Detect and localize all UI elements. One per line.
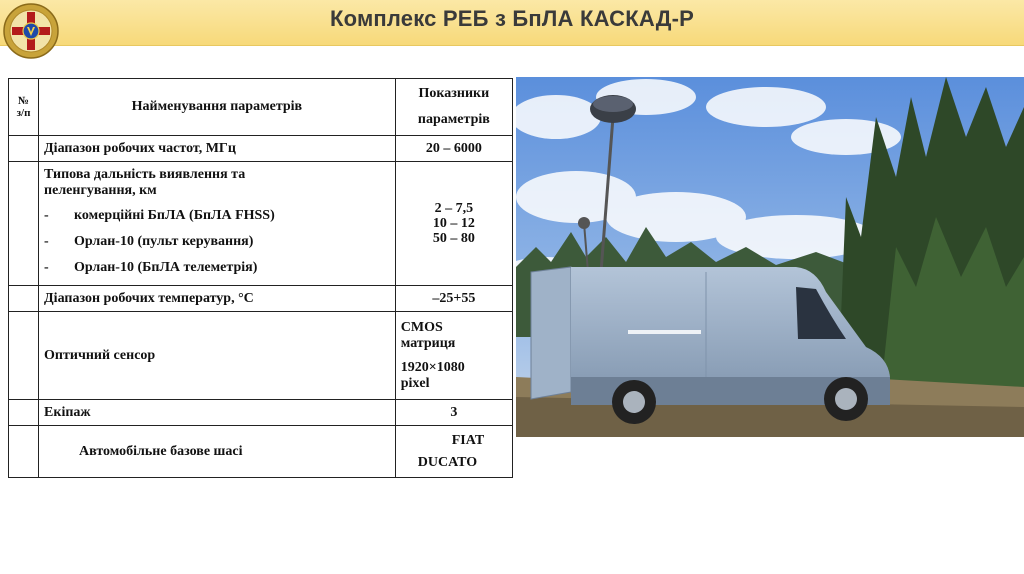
row-crew-value: 3	[395, 400, 512, 426]
row-range-values: 2 – 7,5 10 – 12 50 – 80	[395, 162, 512, 286]
list-item: - комерційні БпЛА (БпЛА FHSS)	[44, 207, 275, 223]
row-chassis-name: Автомобільне базове шасі	[39, 426, 396, 478]
list-item: - Орлан-10 (пульт керування)	[44, 233, 254, 249]
table-header-row	[9, 79, 513, 136]
table-row	[9, 426, 513, 478]
table-row	[9, 286, 513, 312]
header-number: № з/п	[9, 79, 39, 136]
military-emblem-icon	[2, 2, 60, 60]
row-freq-value: 20 – 6000	[395, 136, 512, 162]
row-range-name: Типова дальність виявлення та пеленгування, км - комерційні БпЛА (БпЛА FHSS) - Орлан-10 (пульт керування) - Орлан-10 (БпЛА телеметрія)	[39, 162, 396, 286]
table-row	[9, 136, 513, 162]
row-sensor-value: CMOS матриця 1920×1080 pixel	[395, 312, 512, 400]
header-bar	[0, 0, 1024, 46]
parameters-table	[8, 78, 513, 478]
header-parameter-name: Найменування параметрів	[39, 79, 396, 136]
row-temp-name: Діапазон робочих температур, °С	[39, 286, 396, 312]
row-freq-name: Діапазон робочих частот, МГц	[39, 136, 396, 162]
row-crew-name: Екіпаж	[39, 400, 396, 426]
van-with-antenna-icon	[516, 77, 1024, 437]
table-row	[9, 162, 513, 286]
row-chassis-value: FIAT DUCATO	[395, 426, 512, 478]
header-parameter-value: Показники параметрів	[395, 79, 512, 136]
row-sensor-name: Оптичний сенсор	[39, 312, 396, 400]
list-item: - Орлан-10 (БпЛА телеметрія)	[44, 259, 258, 275]
page-title: Комплекс РЕБ з БпЛА КАСКАД-Р	[329, 6, 695, 31]
row-temp-value: –25+55	[395, 286, 512, 312]
table-row	[9, 312, 513, 400]
table-row	[9, 400, 513, 426]
